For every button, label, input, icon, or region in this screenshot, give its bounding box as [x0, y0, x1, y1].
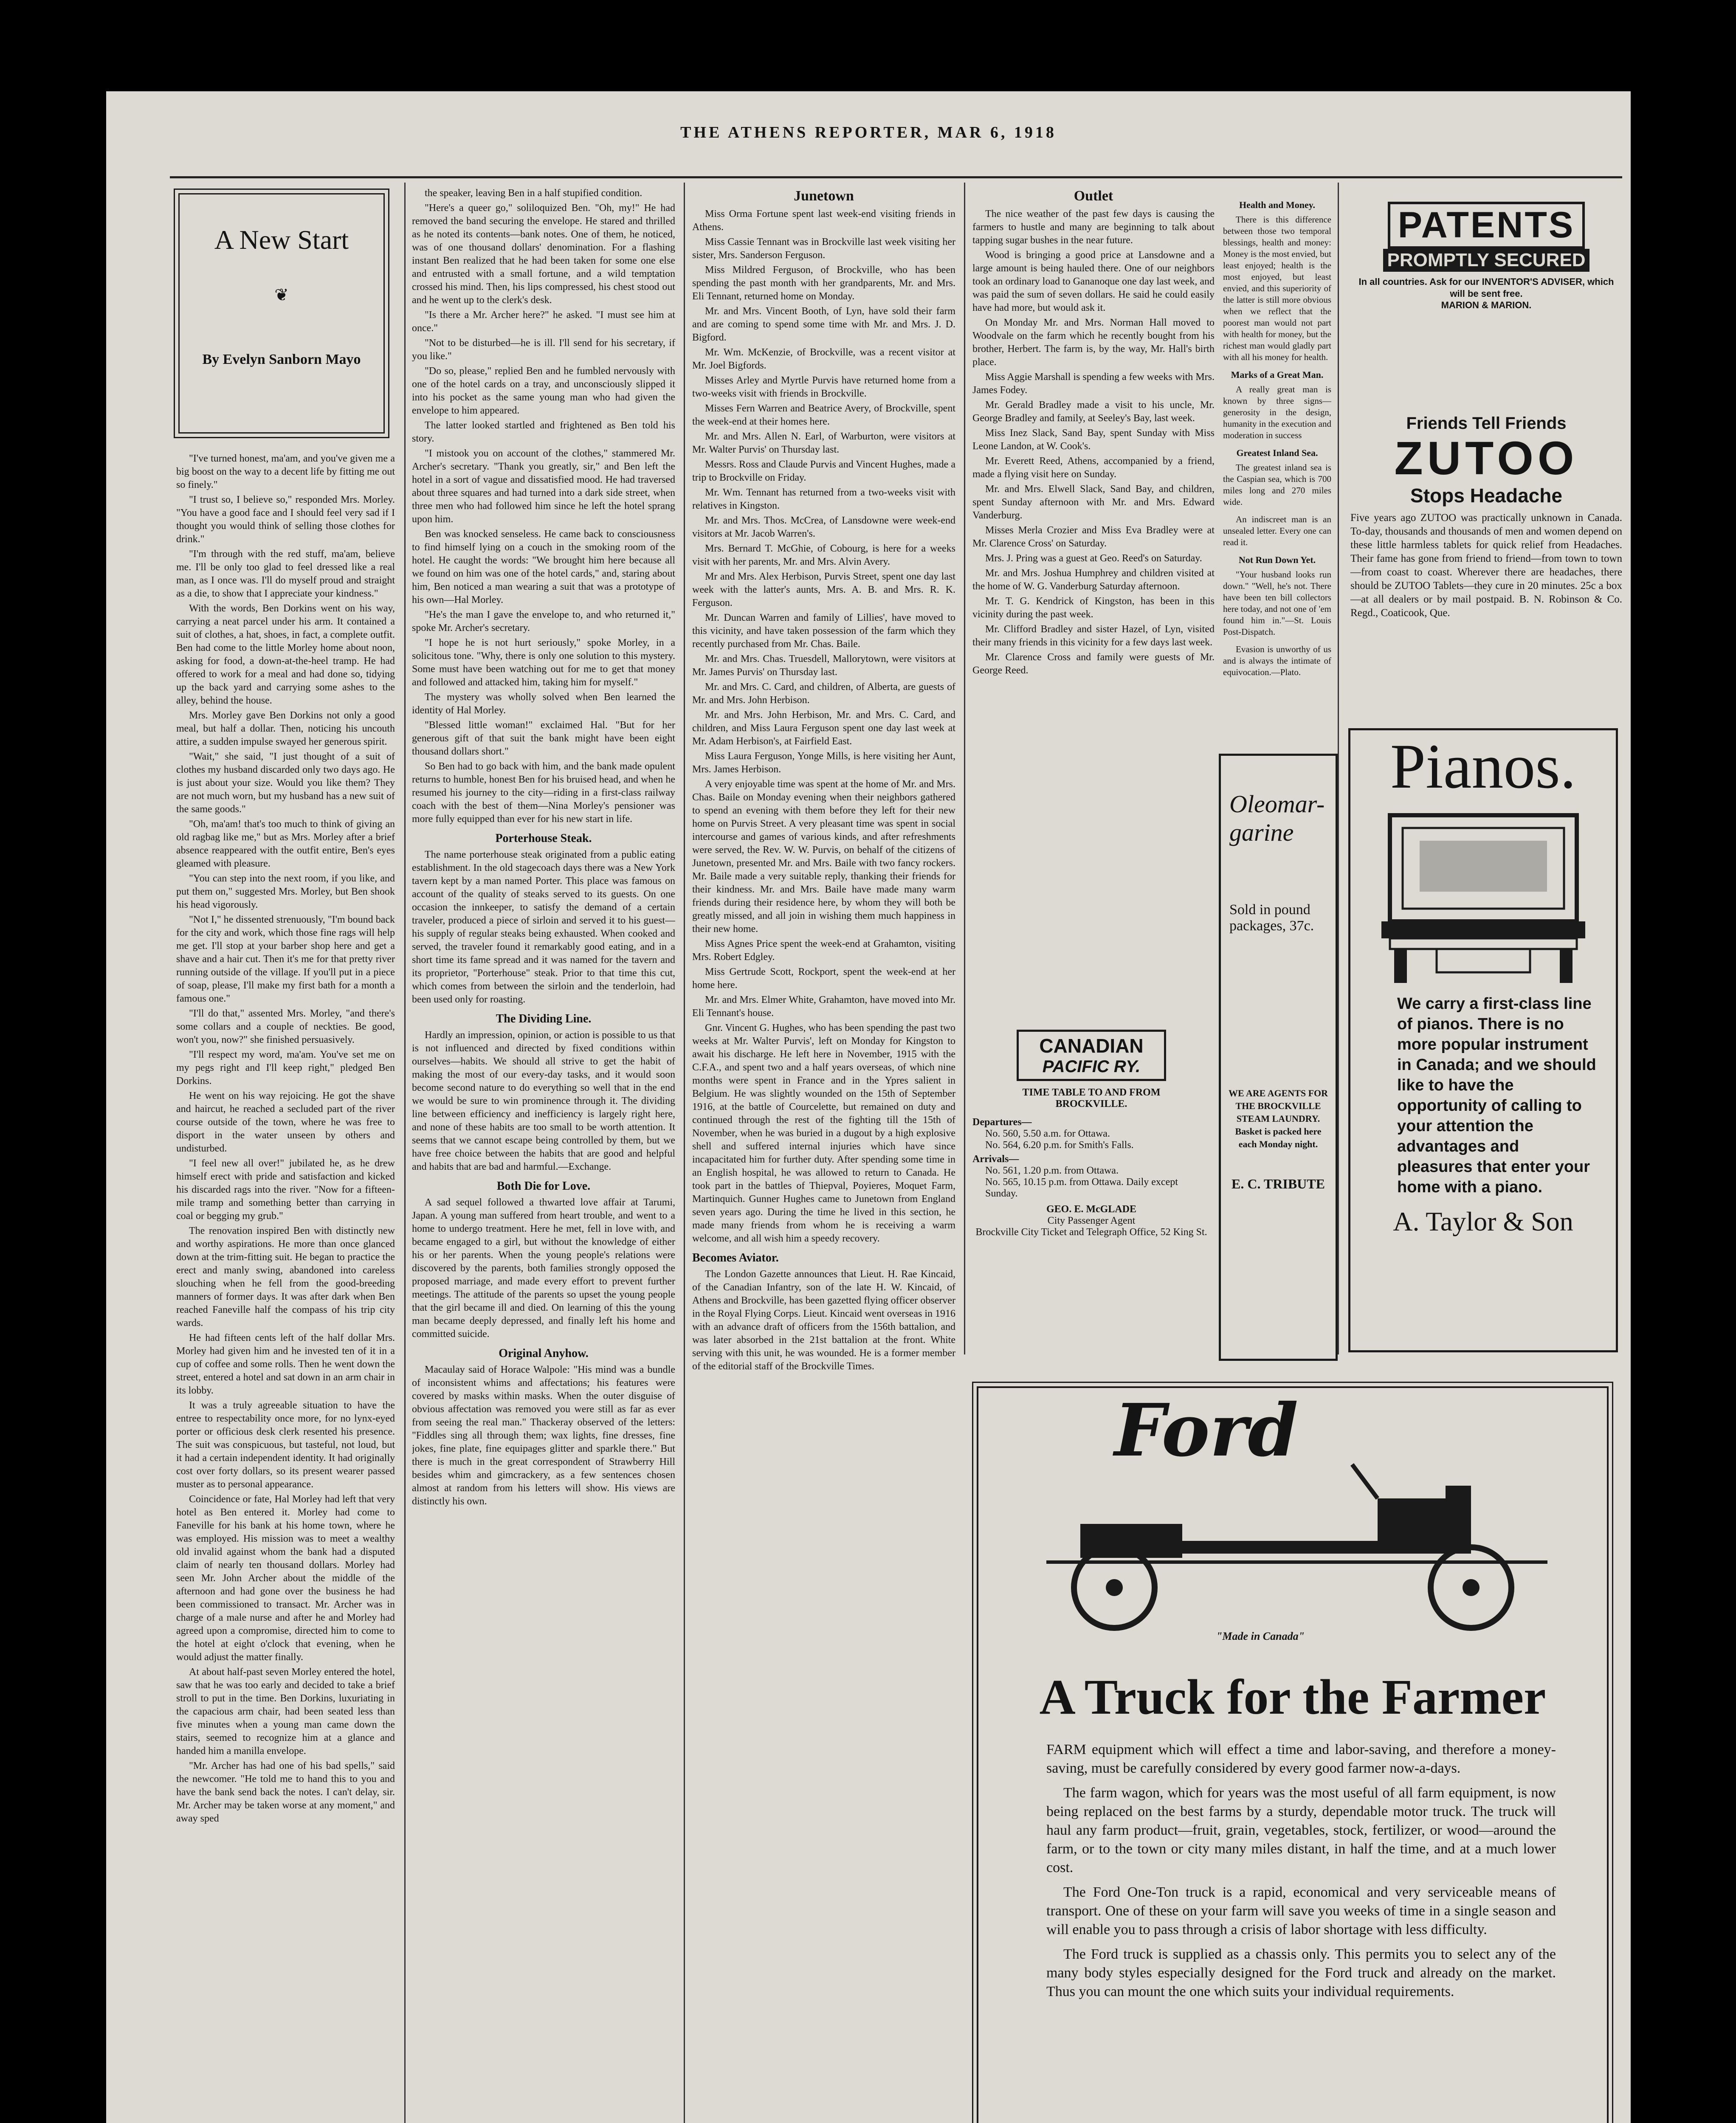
patents-title: PATENTS [1388, 202, 1585, 249]
story-paragraph: Coincidence or fate, Hal Morley had left that very hotel as Ben entered it. Morley had come to Faneville for his bank at his home town, where he was employed. His mission was to meet a wealthy old invalid against whom the bank had a disputed claim of nearly ten thousand dollars. Morley had seen Mr. John Archer about the middle of the afternoon and had gone over the business he had been commissioned to transact. Mr. Archer was in charge of a male nurse and after he and Morley had agreed upon a compromise, directed him to come to the hotel at eight o'clock that evening, when he would adjust the matter finally. [176, 1494, 395, 1663]
patents-sub: PROMPTLY SECURED [1383, 249, 1590, 272]
oleomargarine-ad [1219, 754, 1338, 1361]
cpr-dep1: No. 560, 5.50 a.m. for Ottawa. [985, 1128, 1110, 1139]
junetown-paragraph: Mr. and Mrs. Thos. McCrea, of Lansdowne were week-end visitors at Mr. Jacob Warren's. [692, 515, 955, 539]
ford-p2: The farm wagon, which for years was the most useful of all farm equipment, is now being replaced on the best farms by a sturdy, dependable motor truck. The truck will haul any farm product—fruit, grain, vegetables, stock, fertilizer, or wood—around the farm, or to the town or city many miles distant, in half the time, and at a much lower cost. [1046, 1785, 1556, 1875]
outlet-paragraph: Mrs. J. Pring was a guest at Geo. Reed's on Saturday. [985, 553, 1202, 564]
cpr-arr2: No. 565, 10.15 p.m. from Ottawa. Daily except Sunday. [985, 1177, 1178, 1199]
ford-copy [1046, 1740, 1556, 2001]
outlet-column [972, 187, 1215, 1015]
evasion-text: Evasion is unworthy of us and is always the intimate of equivocation.—Plato. [1223, 644, 1331, 677]
patents-firm: MARION & MARION. [1441, 300, 1532, 310]
junetown-paragraph: Miss Agnes Price spent the week-end at Grahamton, visiting Mrs. Robert Edgley. [692, 938, 955, 963]
story-paragraph: With the words, Ben Dorkins went on his way, carrying a neat parcel under his arm. It contained a suit of clothes, a hat, shoes, in fact, a complete outfit. Ben had come to the little Morley home about noon, asking for food, a down-at-the-heel tramp. He had offered to work for a meal and had done so, tidying up the back yard and carrying some ashes to the alley, behind the house. [176, 603, 395, 706]
story-paragraph: "Not I," he dissented strenuously, "I'm bound back for the city and work, which those fine rags will help me get. I'll stop at your barber shop here and get a shave and a hair cut. Then it's me for that pretty river running outside of the village. If you'll put in a piece of soap, please, I'll make my first bath for a month a famous one." [176, 914, 395, 1004]
story-paragraph: "I feel new all over!" jubilated he, as he drew himself erect with pride and satisfaction and kicked his discarded rags into the river. "Now for a fifteen-mile tramp and something better than carrying in coal or begging my grub." [176, 1158, 395, 1222]
outlet-paragraph: Mr. and Mrs. Joshua Humphrey and children visited at the home of W. G. Vanderburg Saturday afternoon. [972, 568, 1215, 592]
story-paragraph: "I hope he is not hurt seriously," spoke Morley, in a solicitous tone. "Why, there is only one solution to this mystery. Some must have been watching out for me to get that money and followed and attacked him, taking him for myself." [412, 637, 675, 688]
junetown-paragraph: Mr. and Mrs. Chas. Truesdell, Mallorytown, were visitors at Mr. James Purvis' on Thursday last. [692, 653, 955, 678]
oleo-sold2: packages, 37c. [1229, 918, 1314, 934]
oleo-sold1: Sold in pound [1229, 902, 1310, 918]
oleo-line1: Oleomar- [1229, 790, 1325, 818]
junetown-paragraph: Miss Orma Fortune spent last week-end visiting friends in Athens. [692, 208, 955, 233]
junetown-paragraph: Miss Laura Ferguson, Yonge Mills, is here visiting her Aunt, Mrs. James Herbison. [692, 751, 955, 775]
story-column-2 [412, 187, 675, 2123]
story-byline: By Evelyn Sanborn Mayo [202, 352, 361, 367]
story-title: A New Start [214, 225, 349, 255]
cpr-agent-office: Brockville City Ticket and Telegraph Office, 52 King St. [975, 1227, 1207, 1238]
dividing-heading: The Dividing Line. [496, 1012, 592, 1025]
outlet-heading: Outlet [1074, 188, 1113, 204]
junetown-paragraph: Mr. and Mrs. C. Card, and children, of Alberta, are guests of Mr. and Mrs. John Herbison. [692, 681, 955, 706]
junetown-paragraph: Miss Cassie Tennant was in Brockville last week visiting her sister, Mrs. Sanderson Ferguson. [692, 237, 955, 261]
column-divider [1338, 183, 1339, 1354]
story-paragraph: The renovation inspired Ben with distinctly new and worthy aspirations. He more than once glanced down at the trim-fitting suit. He began to practice the erect and manly swing, abandoned into careless slouching when he fell from the good-breeding manners of former days. It was after dark when Ben reached Faneville half the compass of his trip city wards. [176, 1225, 395, 1329]
rundown-heading: Not Run Down Yet. [1238, 555, 1316, 565]
ford-p1: FARM equipment which will effect a time and labor-saving, and therefore a money-saving, must be carefully considered by every good farmer now-a-days. [1046, 1742, 1556, 1776]
story-paragraph: He had fifteen cents left of the half dollar Mrs. Morley had given him and he invested ten of it in a cup of coffee and some rolls. Then he went down the street, entered a hotel and sat down in an arm chair in its lobby. [176, 1332, 395, 1396]
ornament-icon: ❦ [274, 285, 289, 305]
ford-car-illustration [1029, 1452, 1573, 1634]
junetown-paragraph: Miss Mildred Ferguson, of Brockville, who has been spending the past month with her grandparents, Mr. and Mrs. Eli Tennant, returned home on Monday. [692, 265, 955, 302]
original-heading: Original Anyhow. [499, 1347, 589, 1360]
dividing-paragraph: Hardly an impression, opinion, or action is possible to us that is not influenced and directed by fixed conditions within ourselves—habits. We should all strive to get the habit of making the most of our every-day tasks, and it would soon become second nature to do everything so well that in the end we would be sure to win prominence through it. The dividing line between efficiency and inefficiency is largely right here, and none of these habits are too small to be worth attention. It seems that we cannot escape being controlled by them, but we have free choice between the habits that are good and helpful and habits that are bad and harmful.—Exchange. [412, 1030, 675, 1172]
outlet-paragraph: The nice weather of the past few days is causing the farmers to hustle and many are beginning to talk about tapping sugar bushes in the near future. [972, 208, 1215, 246]
story-paragraph: The latter looked startled and frightened as Ben told his story. [412, 420, 675, 444]
fillers-column [1223, 193, 1331, 745]
outlet-paragraph: Mr. Clifford Bradley and sister Hazel, of Lyn, visited their many friends in this vicinity for a few days last week. [972, 624, 1215, 648]
story-paragraph: "Wait," she said, "I just thought of a suit of clothes my husband discarded only two days ago. He is just about your size. Would you like them? They are not much worn, but my husband has a new suit of the same goods." [176, 751, 395, 815]
junetown-heading: Junetown [794, 188, 854, 204]
cpr-timetable: TIME TABLE TO AND FROM BROCKVILLE. [1022, 1087, 1161, 1109]
story-title-box [178, 193, 385, 434]
ford-p4: The Ford truck is supplied as a chassis only. This permits you to select any of the many body styles especially designed for the Ford truck and already on the market. Thus you can mount the one which suits your individual requirements. [1046, 1946, 1556, 1999]
story-paragraph: the speaker, leaving Ben in a half stupified condition. [425, 188, 643, 199]
story-paragraph: "You can step into the next room, if you like, and put them on," suggested Mrs. Morley, but Ben shook his head vigorously. [176, 873, 395, 910]
oleo-line2: garine [1229, 819, 1294, 846]
ford-p3: The Ford One-Ton truck is a rapid, economical and very serviceable means of transport. One of these on your farm will save you weeks of time in a single season and will enable you to pass through a crisis of labor shortage with less difficulty. [1046, 1884, 1556, 1937]
ford-made: "Made in Canada" [1216, 1630, 1305, 1642]
ford-logo: Ford [1114, 1388, 1299, 1473]
story-paragraph: "He's the man I gave the envelope to, and who returned it," spoke Mr. Archer's secretary. [412, 609, 675, 634]
story-paragraph: At about half-past seven Morley entered the hotel, saw that he was too early and decided to take a brief stroll to put in the time. Ben Dorkins, luxuriating in the capacious arm chair, had been seated less than five minutes when a young man came down the stairs, seemed to recognize him at a glance and handed him a manilla envelope. [176, 1667, 395, 1757]
story-paragraph: "I mistook you on account of the clothes," stammered Mr. Archer's secretary. "Thank you greatly, sir," and Ben left the hotel in a sort of vague and dissatisfied mood. He had traversed about three squares and had turned into a dark side street, when three men who had followed him since he left the hotel sprang upon him. [412, 448, 675, 525]
marks-text: A really great man is known by three signs—generosity in the design, humanity in the execution and moderation in success [1223, 384, 1331, 440]
column-divider [964, 183, 965, 1354]
story-paragraph: "Blessed little woman!" exclaimed Hal. "But for her generous gift of that suit the bank might have been eight thousand dollars short." [412, 720, 675, 757]
story-paragraph: "Not to be disturbed—he is ill. I'll send for his secretary, if you like." [412, 338, 675, 362]
column-divider [404, 183, 406, 2123]
junetown-paragraph: Mr. Wm. McKenzie, of Brockville, was a recent visitor at Mr. Joel Bigfords. [692, 347, 955, 371]
pianos-ad [1348, 728, 1618, 1352]
outlet-paragraph: Mr. Gerald Bradley made a visit to his uncle, Mr. George Bradley and family, at Seeley's Bay, last week. [972, 400, 1215, 424]
story-paragraph: The mystery was wholly solved when Ben learned the identity of Hal Morley. [412, 692, 675, 716]
story-paragraph: "Do so, please," replied Ben and he fumbled nervously with one of the hotel cards on a tray, and unconsciously slipped it into his pocket as the same young man who had given the envelope to him appeared. [412, 366, 675, 416]
story-paragraph: "Here's a queer go," soliloquized Ben. "Oh, my!" He had removed the band securing the envelope. He stared and thrilled as he noted its contents—bank notes. One of them, he noticed, was of one thousand dollars' denomination. For a flashing instant Ben realized that he had been taken for some one else and entrusted with a small fortune, and a wild temptation crossed his mind. Then, his lips compressed, his chest stood out and he went up to the clerk's desk. [412, 203, 675, 306]
junetown-paragraph: Misses Fern Warren and Beatrice Avery, of Brockville, spent the week-end at their homes here. [692, 403, 955, 427]
cpr-dep2: No. 564, 6.20 p.m. for Smith's Falls. [985, 1140, 1134, 1151]
junetown-paragraph: A very enjoyable time was spent at the home of Mr. and Mrs. Chas. Baile on Monday evening when their neighbors gathered to spend an evening with them before they left for their new home on Purvis Street. A very pleasant time was spent in social intercourse and games of various kinds, and after refreshments were served, the Rev. W. W. Purvis, on behalf of the citizens of Junetown, presented Mr. and Mrs. Baile with two fancy rockers. Mr. Baile made a very suitable reply, thanking their friends for their kindness. Mr. and Mrs. Baile have made many warm friends during their residence here, by whom they will both be greatly missed, and all join in wishing them much happiness in their new home. [692, 779, 955, 935]
inland-heading: Greatest Inland Sea. [1236, 448, 1318, 458]
aviator-paragraph: The London Gazette announces that Lieut. H. Rae Kincaid, of the Canadian Infantry, son of the late H. W. Kincaid, of Athens and Brockville, has been gazetted flying officer observer in the Royal Flying Corps. Lieut. Kincaid went overseas in 1916 with an advance draft of officers from the 156th battalion, and was later absorbed in the 21st battalion at the front. White serving with this unit, he was wounded. He is a former member of the editorial staff of the Brockville Times. [692, 1269, 955, 1372]
original-paragraph: Macaulay said of Horace Walpole: "His mind was a bundle of inconsistent whims and affectations; his features were covered by masks within masks. When the outer disguise of obvious affectation was removed you were still as far as ever from seeing the real man." Thackeray observed of the letters: "Fiddles sing all through them; wax lights, fine dresses, fine jokes, fine plate, fine equipages glitter and sparkle there." But there is much in the great correspondent of Strawberry Hill besides whim and gimcrackery, as a few sentences chosen almost at random from his letters will show. His views are distinctly his own. [412, 1364, 675, 1507]
indiscreet-text: An indiscreet man is an unsealed letter. Every one can read it. [1223, 514, 1331, 547]
cpr-arrivals: Arrivals— [972, 1154, 1019, 1165]
story-paragraph: "Mr. Archer has had one of his bad spells," said the newcomer. "He told me to hand this to you and have the bank send back the notes. I can't delay, sir. Mr. Archer may be taken worse at any moment," and away sped [176, 1760, 395, 1824]
junetown-paragraph: Misses Arley and Myrtle Purvis have returned home from a two-weeks visit with friends in Brockville. [692, 375, 955, 399]
story-column-1 [176, 452, 395, 2123]
outlet-paragraph: Mr. T. G. Kendrick of Kingston, has been in this vicinity during the past week. [972, 596, 1215, 620]
piano-icon [1373, 807, 1594, 985]
junetown-paragraph: Mr. and Mrs. Vincent Booth, of Lyn, have sold their farm and are coming to spend some time with Mr. and Mrs. J. D. Bigford. [692, 306, 955, 343]
ford-ad [977, 1386, 1609, 2123]
story-paragraph: "I've turned honest, ma'am, and you've given me a big boost on the way to a decent life by fitting me out so finely." [176, 453, 395, 490]
outlet-paragraph: On Monday Mr. and Mrs. Norman Hall moved to Woodvale on the farm which he recently bought from his brother, Herbert. The farm is, by the way, Mr. Hall's birth place. [972, 317, 1215, 368]
oleo-tribute: E. C. TRIBUTE [1232, 1176, 1325, 1191]
cpr-logo-line2: PACIFIC RY. [1042, 1057, 1141, 1076]
junetown-paragraph: Miss Gertrude Scott, Rockport, spent the week-end at her home here. [692, 966, 955, 991]
junetown-paragraph: Mr and Mrs. Alex Herbison, Purvis Street, spent one day last week with the latter's aunts, Mrs. A. B. and Mrs. R. K. Ferguson. [692, 571, 955, 608]
story-paragraph: Mrs. Morley gave Ben Dorkins not only a good meal, but half a dollar. Then, noticing his uncouth attire, a sudden impulse swayed her generous spirit. [176, 710, 395, 747]
story-paragraph: "I'll respect my word, ma'am. You've set me on my pegs right and I'll keep right," pledged Ben Dorkins. [176, 1049, 395, 1087]
zutoo-ad [1350, 414, 1622, 703]
cpr-logo [1017, 1030, 1166, 1081]
outlet-paragraph: Miss Aggie Marshall is spending a few weeks with Mrs. James Fodey. [972, 372, 1215, 396]
cpr-logo-line1: CANADIAN [1039, 1035, 1144, 1057]
story-paragraph: So Ben had to go back with him, and the bank made opulent returns to humble, honest Ben for his bruised head, and when he resumed his journey to the city—riding in a first-class railway coach with the best of them—Nina Morley's pensioner was more fully equipped than ever for his new start in life. [412, 761, 675, 825]
porterhouse-heading: Porterhouse Steak. [495, 832, 592, 845]
newspaper-page [106, 91, 1631, 2123]
pianos-title: Pianos. [1390, 731, 1576, 802]
cpr-arr1: No. 561, 1.20 p.m. from Ottawa. [985, 1165, 1119, 1176]
zutoo-stops: Stops Headache [1410, 484, 1562, 507]
cpr-departures: Departures— [972, 1117, 1032, 1128]
junetown-paragraph: Mrs. Bernard T. McGhie, of Cobourg, is here for a weeks visit with her parents, Mr. and Mrs. Alvin Avery. [692, 543, 955, 567]
junetown-paragraph: Gnr. Vincent G. Hughes, who has been spending the past two weeks at Mr. Walter Purvis', left on Monday for Kingston to await his discharge. He left here in November, 1915 with the C.F.A., and spent two and a half years overseas, of which nine months were spent in France and in the Ypres salient in Belgium. He was slightly wounded on the 15th of September 1916, at the battle of Courcelette, but remained on duty and continued through the rest of the fighting till the 15th of November, when he was buried in a dugout by a high explosive shell and suffered internal injuries which have since incapacitated him for further duty. After spending some time in an English hospital, he was allowed to return to Canada. He took part in the battles of Thiepval, Poyieres, Moquet Farm, Martinquich. Gunner Hughes came to Junetown from England seven years ago. During the time he lived in this section, he made many friends from whom he is receiving a warm welcome, and all wish him a speedy recovery. [692, 1022, 955, 1244]
masthead-rule [170, 176, 1622, 178]
junetown-paragraph: Mr. and Mrs. Allen N. Earl, of Warburton, were visitors at Mr. Walter Purvis' on Thursday last. [692, 431, 955, 455]
cpr-agent-title: City Passenger Agent [1047, 1215, 1136, 1226]
story-paragraph: "I trust so, I believe so," responded Mrs. Morley. "You have a good face and I should feel very sad if I thought you would think of selling those clothes for drink." [176, 494, 395, 545]
story-paragraph: Ben was knocked senseless. He came back to consciousness to find himself lying on a couch in the smoking room of the hotel. He caught the words: "We brought him here because all we found on him was one of the hotel cards," and, staring about him, Ben noticed a man wearing a suit that was a prototype of his own—Hal Morley. [412, 529, 675, 605]
masthead: THE ATHENS REPORTER, MAR 6, 1918 [680, 124, 1057, 141]
patents-body: In all countries. Ask for our INVENTOR'S ADVISER, which will be sent free. [1358, 276, 1614, 299]
junetown-paragraph: Mr. Duncan Warren and family of Lillies', have moved to this vicinity, and have taken possession of the farm which they recently purchased from Mr. Chas. Baile. [692, 612, 955, 650]
health-heading: Health and Money. [1239, 200, 1316, 210]
oleo-agents: WE ARE AGENTS FOR THE BROCKVILLE STEAM LAUNDRY. Basket is packed here each Monday night. [1228, 1088, 1328, 1149]
outlet-paragraph: Misses Merla Crozier and Miss Eva Bradley were at Mr. Clarence Cross' on Saturday. [972, 525, 1215, 549]
outlet-paragraph: Mr. Clarence Cross and family were guests of Mr. George Reed. [972, 652, 1215, 676]
zutoo-top: Friends Tell Friends [1406, 414, 1567, 433]
patents-ad [1350, 202, 1622, 397]
junetown-paragraph: Mr. and Mrs. John Herbison, Mr. and Mrs. C. Card, and children, and Miss Laura Ferguson spent one day last week at Mr. Adam Herbison's, at Fairfield East. [692, 710, 955, 747]
outlet-paragraph: Mr. Everett Reed, Athens, accompanied by a friend, made a flying visit here on Sunday. [972, 456, 1215, 480]
story-paragraph: "Oh, ma'am! that's too much to think of giving an old ragbag like me," but as Mrs. Morley after a brief absence reappeared with the outfit entire, Ben's eyes gleamed with pleasure. [176, 819, 395, 869]
pianos-body: We carry a first-class line of pianos. There is no more popular instrument in Canada; and we should like to have the opportunity of calling to your attention the advantages and pleasures that enter your home with a piano. [1397, 995, 1596, 1196]
junetown-column [692, 187, 955, 2123]
story-paragraph: He went on his way rejoicing. He got the shave and haircut, he reached a secluded part of the river course outside of the town, where he was free to disport in the water unseen by others and undisturbed. [176, 1090, 395, 1154]
zutoo-body: Five years ago ZUTOO was practically unknown in Canada. To-day, thousands and thousands of men and women depend on these little harmless tablets for quick relief from Headaches. Their fame has gone from friend to friend—from town to town—from coast to coast. Wherever there are headaches, there should be ZUTOO Tablets—they cure in 20 minutes. 25c a box—at all dealers or by mail postpaid. B. N. Robinson & Co. Regd., Coaticook, Que. [1350, 512, 1622, 619]
inland-text: The greatest inland sea is the Caspian sea, which is 700 miles long and 270 miles wide. [1223, 462, 1331, 507]
junetown-paragraph: Mr. and Mrs. Elmer White, Grahamton, have moved into Mr. Eli Tennant's house. [692, 994, 955, 1019]
bothdie-heading: Both Die for Love. [496, 1180, 591, 1193]
outlet-paragraph: Wood is bringing a good price at Lansdowne and a large amount is being hauled there. One of our neighbors took an ordinary load to Gananoque one day last week, and was paid the sum of seven dollars. He said he could easily have had more, but would ask it. [972, 250, 1215, 313]
zutoo-name: ZUTOO [1394, 432, 1578, 484]
story-paragraph: "Is there a Mr. Archer here?" he asked. "I must see him at once." [412, 310, 675, 334]
cpr-agent-name: GEO. E. McGLADE [1046, 1204, 1136, 1215]
story-paragraph: "I'll do that," assented Mrs. Morley, "and there's some collars and a couple of neckties. Be good, won't you, now?" she finished persuasively. [176, 1008, 395, 1045]
column-divider [684, 183, 685, 2123]
outlet-paragraph: Miss Inez Slack, Sand Bay, spent Sunday with Miss Leone Landon, at W. Cook's. [972, 428, 1215, 452]
aviator-heading: Becomes Aviator. [692, 1251, 779, 1264]
cpr-ad [972, 1030, 1210, 1352]
story-paragraph: It was a truly agreeable situation to have the entree to respectability once more, for no lynx-eyed porter or officious desk clerk resented his presence. The suit was conspicuous, but tasteful, not loud, but it had a certain independent identity. It had originally cost over forty dollars, so its present wearer passed muster as to personal appearance. [176, 1400, 395, 1490]
rundown-text: "Your husband looks run down." "Well, he's not. There have been ten bill collectors here today, and not one of 'em found him in."—St. Louis Post-Dispatch. [1223, 569, 1331, 637]
marks-heading: Marks of a Great Man. [1231, 369, 1324, 380]
outlet-paragraph: Mr. and Mrs. Elwell Slack, Sand Bay, and children, spent Sunday afternoon with Mr. and Mrs. Edward Vanderburg. [972, 484, 1215, 521]
ford-headline: A Truck for the Farmer [1039, 1669, 1546, 1725]
pianos-firm: A. Taylor & Son [1393, 1206, 1573, 1236]
bothdie-paragraph: A sad sequel followed a thwarted love affair at Tarumi, Japan. A young man suffered from heart trouble, and went to a home to undergo treatment. Here he met, fell in love with, and became engaged to a girl, but without the knowledge of either his or her parents. When the young people's relations were discovered by the parents, both families strongly opposed the proposed marriage, and made every effort to prevent further meetings. The attitude of the parents so upset the young people that the girl became ill and died. On learning of this the young man became deeply depressed, and finally left his home and committed suicide. [412, 1197, 675, 1340]
story-paragraph: "I'm through with the red stuff, ma'am, believe me. I'll be only too glad to feel dressed like a real man, as I once was. I'll do myself proud and straight as a die, to show that I appreciate your kindness." [176, 549, 395, 599]
junetown-paragraph: Mr. Wm. Tennant has returned from a two-weeks visit with relatives in Kingston. [692, 487, 955, 511]
junetown-paragraph: Messrs. Ross and Claude Purvis and Vincent Hughes, made a trip to Brockville on Friday. [692, 459, 955, 483]
porterhouse-paragraph: The name porterhouse steak originated from a public eating establishment. In the old stagecoach days there was a New York tavern kept by a man named Porter. This place was famous on account of the quality of steaks served to its guests. On one occasion the innkeeper, to satisfy the demand of a certain traveler, produced a piece of sirloin and served it to his guest—his supply of regular steaks being exhausted. When cooked and served, the traveler found it remarkably good eating, and in a short time its fame spread and it was named for the tavern and its proprietor, "Porterhouse" steak. Prior to that time this cut, which comes from between the sirloin and the tenderloin, had been used only for roasting. [412, 849, 675, 1005]
health-text: There is this difference between those two temporal blessings, health and money: Money is the most envied, but least enjoyed; health is the most enjoyed, but least envied, and this superiority of the latter is still more obvious when we reflect that the poorest man would not part with health for money, but the richest man would gladly part with all his money for health. [1223, 214, 1331, 362]
